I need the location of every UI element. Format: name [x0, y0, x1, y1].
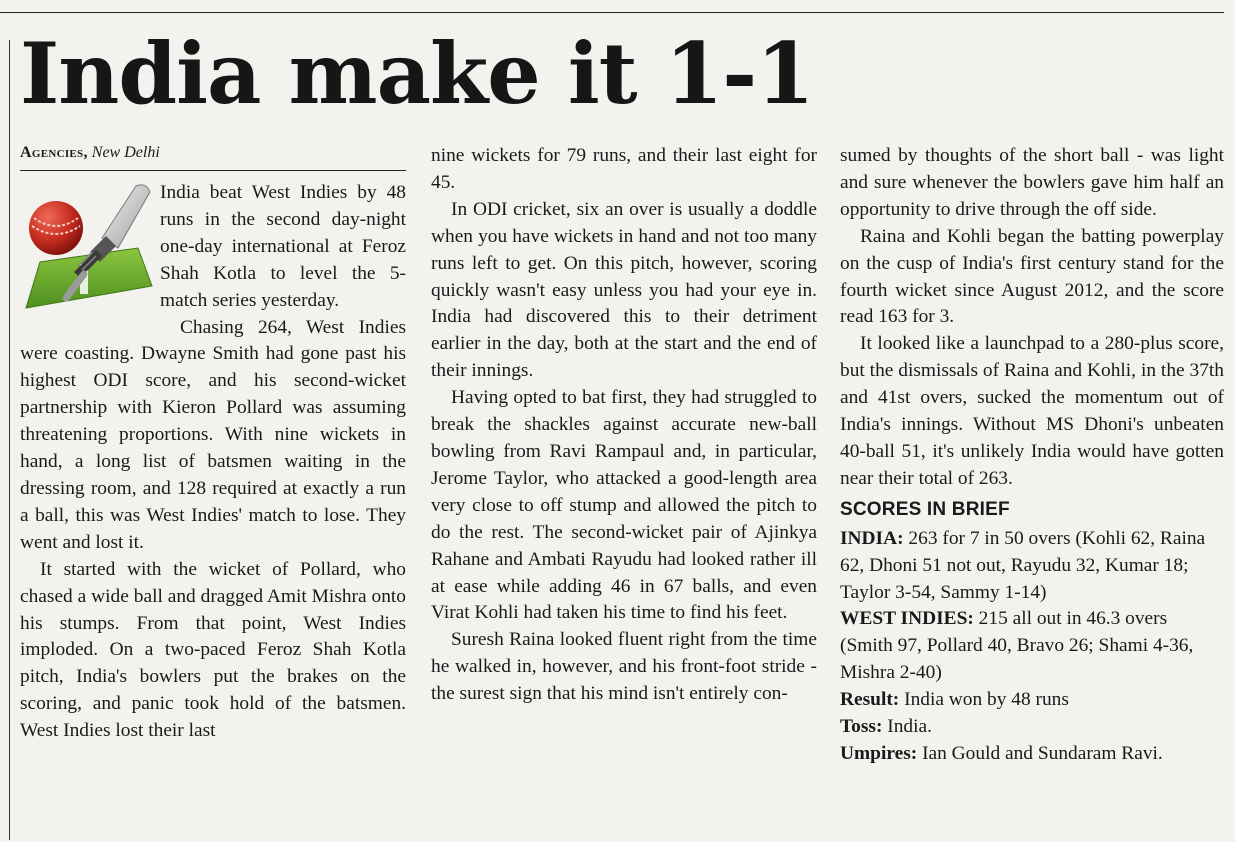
byline	[20, 143, 406, 171]
umpires-label: Umpires:	[840, 742, 918, 764]
column-1	[20, 143, 406, 745]
top-rule	[0, 12, 1224, 13]
umpires-text: Ian Gould and Sundaram Ravi.	[922, 742, 1163, 764]
left-column-rule	[9, 40, 10, 840]
headline: India make it 1-1	[20, 24, 814, 123]
toss-line	[840, 714, 1224, 741]
score-wi-text: 215 all out in 46.3 overs (Smith 97, Pollard 40, Bravo 26; Shami 4-36, Mishra 2-40)	[840, 608, 1194, 684]
byline-agency: Agencies,	[20, 144, 88, 161]
column-2	[431, 143, 817, 708]
toss-label: Toss:	[840, 716, 883, 738]
paragraph: Suresh Raina looked fluent right from the time he walked in, however, and his front-foot stride - the surest sign that his mind isn't entirely con-	[431, 629, 817, 705]
scores-heading: SCORES IN BRIEF	[840, 498, 1010, 520]
paragraph: Having opted to bat first, they had struggled to break the shackles against accurate new-ball bowling from Ravi Rampaul and, in particular, Jerome Taylor, who attacked a good-length area very close to off stump and allowed the pitch to do the rest. The second-wicket pair of Ajinkya Rahane and Ambati Rayudu had looked rather ill at ease while adding 46 in 67 balls, and even Virat Kohli had taken his time to find his feet.	[431, 387, 817, 624]
score-india-label: INDIA:	[840, 527, 904, 549]
result-text: India won by 48 runs	[904, 689, 1069, 711]
umpires-line	[840, 741, 1224, 768]
column-3	[840, 143, 1224, 768]
paragraph: It looked like a launchpad to a 280-plus score, but the dismissals of Raina and Kohli, in the 37th and 41st overs, sucked the momentum out of India's innings. Without MS Dhoni's unbeaten 40-ball 51, it's unlikely India would have gotten near their total of 263.	[840, 333, 1224, 489]
result-label: Result:	[840, 689, 900, 711]
score-wi-label: WEST INDIES:	[840, 608, 974, 630]
lead-paragraph: India beat West Indies by 48 runs in the second day-night one-day international at Feroz Shah Kotla to level the 5-match series yesterday.	[160, 182, 406, 311]
paragraph-continued: nine wickets for 79 runs, and their last eight for 45.	[431, 145, 817, 193]
score-india-text: 263 for 7 in 50 overs (Kohli 62, Raina 62, Dhoni 51 not out, Rayudu 32, Kumar 18; Taylor 3-54, Sammy 1-14)	[840, 527, 1206, 603]
toss-text: India.	[887, 716, 932, 738]
byline-place: New Delhi	[91, 144, 160, 161]
paragraph-continued: sumed by thoughts of the short ball - was light and sure whenever the bowlers gave him half an opportunity to drive through the off side.	[840, 145, 1224, 220]
paragraph: It started with the wicket of Pollard, who chased a wide ball and dragged Amit Mishra onto his stumps. From that point, West Indies imploded. On a two-paced Feroz Shah Kotla pitch, India's bowlers put the brakes on the scoring, and panic took hold of the batsmen. West Indies lost their last	[20, 558, 406, 742]
cricket-ball-bat-icon	[18, 180, 156, 320]
paragraph: Chasing 264, West Indies were coasting. Dwayne Smith had gone past his highest ODI score, and his second-wicket partnership with Kieron Pollard was assuming threatening proportions. With nine wickets in hand, a long list of batsmen waiting in the dressing room, and 128 required at exactly a run a ball, this was West Indies' match to lose. They went and lost it.	[20, 316, 406, 553]
score-west-indies	[840, 606, 1224, 687]
score-india	[840, 526, 1224, 607]
result-line	[840, 687, 1224, 714]
paragraph: In ODI cricket, six an over is usually a doddle when you have wickets in hand and not too many runs left to get. On this pitch, however, scoring quickly wasn't easy unless you had your eye in. India had discovered this to their detriment earlier in the day, both at the start and the end of their innings.	[431, 198, 817, 382]
paragraph: Raina and Kohli began the batting powerplay on the cusp of India's first century stand for the fourth wicket since August 2012, and the score read 163 for 3.	[840, 225, 1224, 328]
